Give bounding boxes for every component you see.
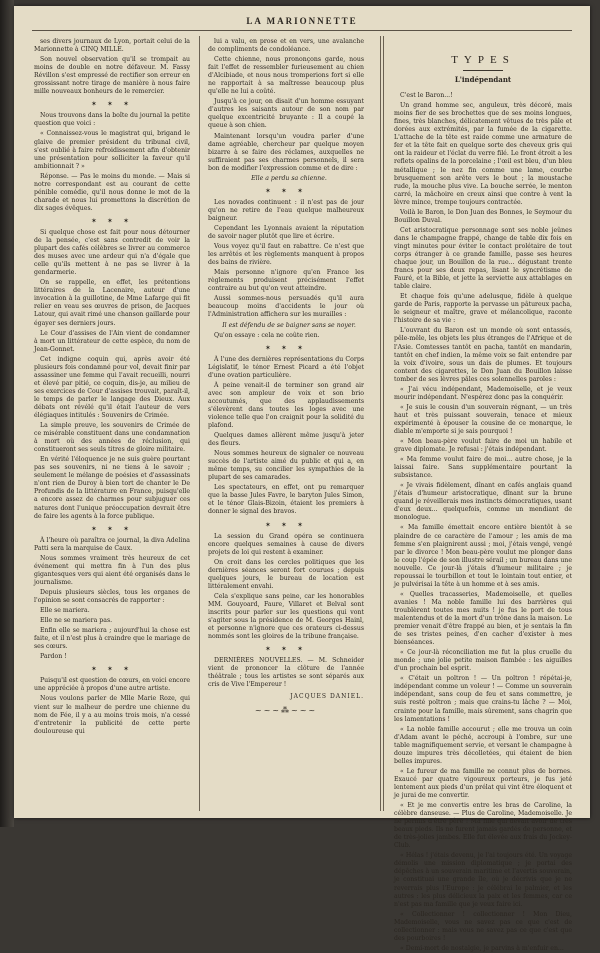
paragraph: Voilà le Baron, le Don Juan des Bonnes, le Seymour du Bouillon Duval. xyxy=(394,208,572,224)
paragraph: Qu'on essaye : cela ne coûte rien. xyxy=(214,331,320,339)
paragraph: Si quelque chose est fait pour nous détourner de la pensée, c'est sans contredit de voir la plupart des cafés célèbres se livrer au commerce des muses avec une ardeur qui n'a d'égale que celle qu'ils mettent à ne pas se livrer à la gendarmerie. xyxy=(34,228,190,277)
paragraph: « Je suis le cousin d'un souverain régnant, — un très haut et très puissant souverain, tenace et mieux expérimenté à épouser la cousine de ce monarque, le diable m'emporte si je sais pourquoi ! xyxy=(394,403,572,435)
paragraph: Le Cour d'assises de l'Ain vient de condamner à mort un littérateur de cette espèce, du nom de Jean-Gonnet. xyxy=(34,329,190,353)
paragraph: À peine venait-il de terminer son grand air avec son ampleur de voix et son brio accoutumés, que des applaudissements s'élevèrent dans toutes les loges avec une violence telle que l'on craignit pour la solidité du plafond. xyxy=(208,381,364,430)
paragraph: Il est défendu de se baigner sans se noyer. xyxy=(222,321,356,329)
paragraph: « Mon beau-père voulut faire de moi un habile et grave diplomate. Je refusai : j'étais indépendant. xyxy=(394,438,572,454)
paragraph: « Connaissez-vous le magistrat qui, brigand le glaive de premier président du tribunal civil, s'est oublié à faire refroidissement afin d'obtenir une présentation pour solliciter la faveur qu'il ambitionnait ? » xyxy=(34,130,190,170)
paragraph: « Ma femme voulut faire de moi... autre chose, je la laissai faire. Sans supplémentaire pourtant la subsistance. xyxy=(394,456,572,480)
section-separator: ✶ ✶ ✶ xyxy=(264,186,308,195)
paragraph: Les spectateurs, en effet, ont pu remarquer que la basse Jules Favre, le baryton Jules Simon, et le ténor Glais-Bizoin, étaient les premiers à donner le signal des bravos. xyxy=(208,484,364,516)
paragraph: Jusqu'à ce jour, on disait d'un homme essuyant d'autres les saisants autour de son nom par quelque excentricité bruyante : Il a coupé la queue à son chien. xyxy=(208,98,364,130)
paragraph: « Ce jour-là réconciliation me fut la plus cruelle du monde ; une jolie petite maison flambée : les aiguilles d'un prochain bel esprit. xyxy=(394,649,572,673)
paragraph: Nous sommes heureux de signaler ce nouveau succès de l'artiste aimé du public et qui a, en même temps, su concilier les sympathies de la plupart de ses camarades. xyxy=(208,450,364,482)
binding-edge xyxy=(0,0,14,827)
column-divider xyxy=(380,36,381,811)
section-separator: ✶ ✶ ✶ xyxy=(264,520,308,529)
paragraph: « J'ai vécu indépendant, Mademoiselle, et je veux mourir indépendant. N'espérez donc pas la conquérir. xyxy=(394,385,572,401)
paragraph: Aussi sommes-nous persuadés qu'il aura beaucoup moins d'accidents le jour où l'Administration affichera sur les murailles : xyxy=(208,295,364,319)
page-header: LA MARIONNETTE xyxy=(246,16,358,26)
paragraph: Son nouvel observation qu'il se trompait au moins de double en notre défaveur. M. Fassy Révillon s'est empressé de rectifier son erreur en grossissant notre tirage de manière à nous faire mille nouveaux bonheurs de le remercier. xyxy=(34,56,190,96)
paragraph: Quelques dames allèrent même jusqu'à jeter des fleurs. xyxy=(208,432,364,448)
ornament-divider: ~~~⁂~~~ xyxy=(254,706,318,716)
column-divider xyxy=(383,36,384,811)
paragraph: C'est le Baron...! xyxy=(400,92,453,100)
section-separator: ✶ ✶ ✶ xyxy=(90,216,134,225)
paragraph: Depuis plusieurs siècles, tous les organes de l'opinion se sont consacrés de rapporter : xyxy=(34,588,190,604)
paragraph: Puisqu'il est question de cœurs, en voici encore une appréciée à propos d'une autre artiste. xyxy=(34,677,190,693)
title-rule xyxy=(463,70,503,71)
paragraph: Cette chienne, nous prononçons garde, nous fait l'effet de ressembler furieusement au chien d'Alcibiade, et nous nous tromperions fort si elle ne rapportait à sa maîtresse beaucoup plus qu'elle ne lui a coûté. xyxy=(208,56,364,96)
paragraph: Nous trouvons dans la boîte du journal la petite question que voici : xyxy=(34,112,190,128)
column-1 xyxy=(34,38,190,808)
paragraph: Elle ne se mariera pas. xyxy=(40,617,113,625)
paragraph: La session du Grand opéra se continuera encore quelques semaines à cause de divers projets de loi qui restent à examiner. xyxy=(208,532,364,556)
paragraph: « Quelles tracasseries, Mademoiselle, et quelles avanies ! Ma noble famille lui des barrières qui troublèrent toutes mes nuits ! je fus le port de tous malentendus et de la mort d'un trône dans la maison. Le premier venait d'être frappé au bien, et je sentais la fin de ses tristes peines, d'en cacher d'exister à mes bienséances. xyxy=(394,590,572,647)
paragraph: Et chaque fois qu'une adelusque, fidèle à quelque garde de Paris, rapporte la pervasse un pâtureux pacha, le seigneur et maître, grave et mélancolique, raconte l'histoire de sa vie : xyxy=(394,293,572,325)
paragraph: Cependant les Lyonnais avaient la réputation de savoir nager plutôt que lire et écrire. xyxy=(208,224,364,241)
paragraph: lui a valu, en prose et en vers, une avalanche de compliments de condoléance. xyxy=(208,38,364,54)
author-signature: JACQUES DANIEL. xyxy=(290,693,364,701)
paragraph: On croit dans les cercles politiques que les dernières séances seront fort courues ; depuis quelques jours, le bureau de location est littéralement envahi. xyxy=(208,558,364,590)
paragraph: Elle a perdu sa chienne. xyxy=(251,174,327,182)
paragraph: « Collectionner ! collectionner ! Mon Dieu, Mademoiselle, vous ne savez pas ce que c'est de collectionner : mais vous ne savez pas ce que c'est que des pourboires ! xyxy=(394,910,572,942)
paragraph: À l'une des dernières représentations du Corps Législatif, le ténor Ernest Picard a été l'objet d'une ovation particulière. xyxy=(208,355,364,379)
section-separator: ✶ ✶ ✶ xyxy=(264,343,308,352)
column-divider xyxy=(199,36,200,811)
paragraph: « Demi-mort de nostalgie, je parvins à m'enfuir en... xyxy=(400,944,564,952)
paragraph: « Le fureur de ma famille ne connut plus de bornes. Exaucé par quatre vigoureux porteurs, je fus jeté lentement aux pieds d'un prélat qui vint être éloquent et je jurai de me convertir. xyxy=(394,767,572,799)
paragraph: Mais personne n'ignore qu'en France les règlements produisent précisément l'effet contraire au but qu'on veut atteindre. xyxy=(208,269,364,293)
paragraph: ses divers journaux de Lyon, portait celui de la Marionnette à CINQ MILLE. xyxy=(34,38,190,54)
paragraph: « Hélas ! j'étais devenu, je l'ai toujours été. Un voyage démolis une mission diplomatique ; je portai des dépêches à un souverain maritime et l'avertis souverain, je constituai une grande île, où je décrivis que je ne reverrais plus l'Europe : je célébrai le palmier, et les autres : les plus délicieux la paix et les femmes, car ce n'est pas ma famille que je veux faire ici. xyxy=(394,852,572,908)
paragraph: Nous voulons parler de Mlle Marie Roze, qui vient sur le malheur de perdre une chienne du nom de Fée, il y a au moins trois mois, n'a cessé d'entretenir la publicité de cette perte douloureuse qui xyxy=(34,695,190,735)
paragraph: « Et je me convertis entre les bras de Caroline, la célèbre danseuse. — Plus de Caroline, Mademoiselle. Je ne permis d'être père ! Ma fille qui devait avoir de très beaux pieds. Ils ne furent jamais gardés de personne, et de très-jolies jambes. Elle fut élevée aux frais du Jockey-Club. xyxy=(394,802,572,850)
paragraph: Maintenant lorsqu'un voudra parler d'une dame agréable, chercheur par quelque moyen bizarre à se faire des réclames, auxquelles ne suffiraient pas ses charmes personnels, il sera bon de modifier l'expression comme et de dire : xyxy=(208,132,364,172)
paragraph: Elle se mariera. xyxy=(40,607,90,615)
paragraph: Cet aristocratique personnage sont ses noble jeûnes dans le champagne frappé, change de table dix fois en vingt minutes pour éviter le contact prolétaire de tout corps étranger à ce grande famille, passe ses heures chaque jour, un Bouillon de la rue... dégustant trente francs pour ses deux repas, lisant le syncrétisme de Fauré, et la Bible, et jette la serviette aux attablages en table claire. xyxy=(394,226,572,291)
paragraph: « La noble famille accourut ; elle me trouva un coin d'Adam avant le péché, accroupi à l'ombre, sur une table magnifiquement servie, et versant le champagne à douze impures très décolletées, qui étaient de bien belles impures. xyxy=(394,725,572,765)
column-3 xyxy=(394,38,572,952)
paragraph: Réponse. — Pas le moins du monde. — Mais si notre correspondant est au courant de cette pénible comédie, qu'il nous donne le mot de la charade et nous lui promettons la discrétion de dix sages évêques. xyxy=(34,172,190,212)
header-rule xyxy=(32,30,572,31)
paragraph: L'ouvrant du Baron est un monde où sont entassés, pêle-mêle, les objets les plus étranges de l'Afrique et de l'Asie. Comtesses tantôt en pacha, tantôt en mandarin, tantôt en chef indien, la même voix se fait entendre par la voix d'ivoire, sous un dais de plumes. Et toujours content des cigarettes, le Don Juan du Bouillon laisse tomber de ses lèvres pâles ces solennelles paroles : xyxy=(394,327,572,383)
section-separator: ✶ ✶ ✶ xyxy=(90,524,134,533)
paragraph: « Je vivais fidèlement, dînant en cafés anglais quand j'étais d'humeur aristocratique, dînant sur la brune quand je réveillerais mes instincts démocratiques, usant d'eux deux... quelquefois, comme un mendiant de monologue. xyxy=(394,482,572,522)
section-separator: ✶ ✶ ✶ xyxy=(264,645,308,654)
paragraph: Cet indigne coquin qui, après avoir été plusieurs fois condamné pour vol, devait finir par assassiner une femme qui l'avait recueilli, nourri et élevé par pitié, ce coquin, dis-je, au milieu de ses exercices de Cour d'assises trouvait, paraît-il, le temps de parler le langage des Dieux. Aux débats ont révélé qu'il était l'auteur de vers élégiaques intitulés : Souvenirs de Crimée. xyxy=(34,355,190,420)
section-separator: ✶ ✶ ✶ xyxy=(90,100,134,109)
paragraph: « Ma famille émettait encore entière bientôt à se plaindre de ce caractère de l'amour ; les amis de ma femme s'en plaignirent aussi ; moi, j'étais vengé, vengé par le divorce ! Mon beau-père voulut me plonger dans le coup l'épée de son illustre sérail ; un bureau dans une nouvelle. Ce jour-là j'étais d'humeur militaire ; je repoussai le tourbillon et tout le lointain tout entier, et je pulvérisai la tête à un homme et à ses amis. xyxy=(394,524,572,588)
paragraph: Cela s'explique sans peine, car les honorables MM. Gouyoard, Faure, Villaret et Belval sont inscrits pour parler sur les questions qui vont s'agiter sous la présidence de M. Georges Hainl, et personne n'ignore que ces orateurs ci-dessus nommés sont les gloires de la tribune française. xyxy=(208,592,364,641)
section-subtitle: L'indépendant xyxy=(454,75,512,85)
paragraph: La simple preuve, les souvenirs de Crimée de ce misérable constituent dans une condamnation à mort où des années de réclusion, qui constitueront ses seuls titres de gloire militaire. xyxy=(34,422,190,454)
paragraph: Nous sommes vraiment très heureux de cet événement qui mettra fin à l'un des plus gigantesques vers qui aient été organisés dans le journalisme. xyxy=(34,554,190,586)
paragraph: « C'était un poltron ! — Un poltron ! répétai-je, indépendant comme un voleur ! — Comme un souverain indépendant, sans coup de feu et sans commettre, je suis resté poltron ; mais que crains-tu lâche ? — Moi, crainte pour la famille, mais sûrement, sans chagrin que les lamentations ! xyxy=(394,675,572,723)
column-2 xyxy=(208,38,364,808)
paragraph: On se rappelle, en effet, les prétentions littéraires de la Lacenaire, auteur d'une invocation à la guillotine, de Mme Lafarge qui fit relier en veau ses œuvres de prison, de Jacques Latour, qui avait rimé une chanson gaillarde pour égayer ses derniers jours. xyxy=(34,279,190,327)
paragraph: En vérité l'éloquence je ne suis guère pourtant pas ses souvenirs, ni ne tiens à le savoir ; seulement le mélange de poésies et d'assassinats n'ont rien de Duroy à bien tort de chanter le De Profundis de la littérature en France, puisqu'elle a encore assez de charmes pour subjuguer ces natures dont l'unique préoccupation devrait être de faire les agents à la force publique. xyxy=(34,456,190,520)
paragraph: À l'heure où paraîtra ce journal, la diva Adelina Patti sera la marquise de Caux. xyxy=(34,536,190,552)
section-separator: ✶ ✶ ✶ xyxy=(90,665,134,674)
paragraph: Un grand homme sec, anguleux, très décoré, mais moins fier de ses brochettes que de ses moins longues, fines, très blanches, délicatement vêtues de très pâle et dorées aux extrémités, par la fumée de la cigarette. L'attache de la tête est raide comme une armature de fer et la tête fait en quelque sorte des cheveux gris qui ont la raideur et l'éclat du verre filé. Le front étroit a les reflets opalins de la porcelaine ; l'œil est bleu, d'un bleu métallique ; le nez fin comme une lame, courbe brusquement son arête vers le bout ; la moustache rude, la mouche plus vive. La bouche serrée, le menton carré, la mâchoire en creux ainsi que contre à vent la lèvre mince, trempe toujours contractée. xyxy=(394,102,572,206)
paragraph: Vous voyez qu'il faut en rabattre. Ce n'est que les arrêtés et les règlements manquent à propos des bains de rivière. xyxy=(208,243,364,267)
paragraph: DERNIÈRES NOUVELLES. — M. Schneider vient de prononcer la clôture de l'année théâtrale ; tous les artistes se sont séparés aux cris de Vive l'Empereur ! xyxy=(208,657,364,689)
paragraph: Les novades continuent : il n'est pas de jour qu'on ne retire de l'eau quelque malheureux baigneur. xyxy=(208,198,364,222)
paragraph: Pardon ! xyxy=(40,653,67,661)
section-title: TYPES xyxy=(451,54,515,66)
paragraph: Enfin elle se mariera ; aujourd'hui la chose est faite, et il n'est plus à craindre que le mariage de ses cœurs. xyxy=(34,627,190,651)
newspaper-page xyxy=(14,6,590,952)
